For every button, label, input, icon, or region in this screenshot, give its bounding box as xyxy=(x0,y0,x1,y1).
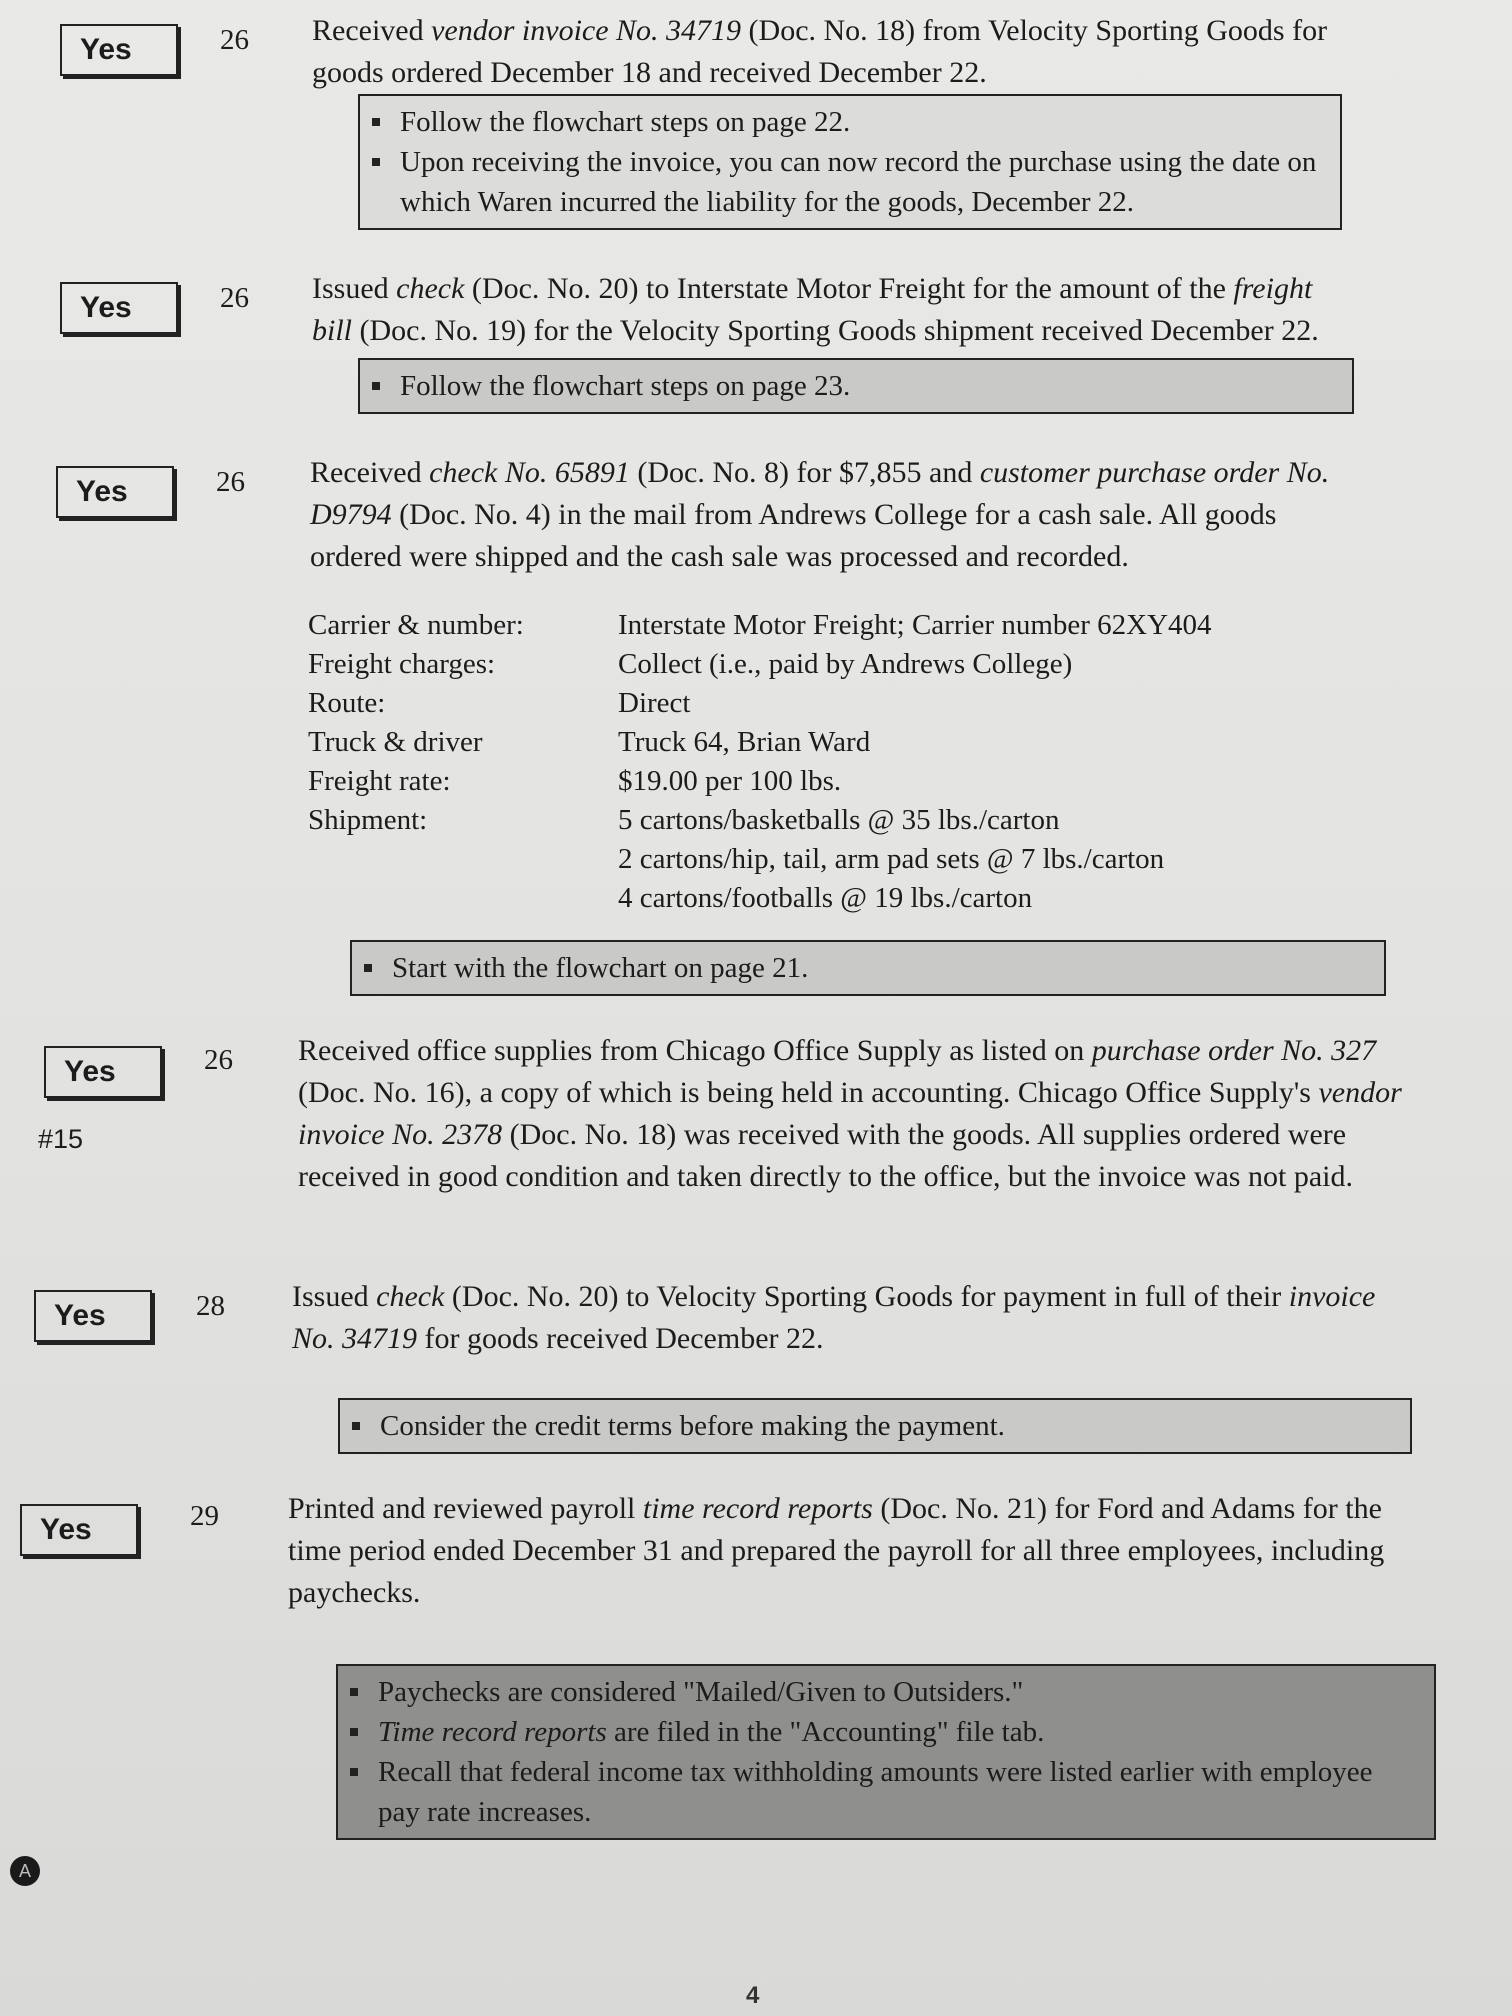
shipping-label: Freight rate: xyxy=(308,765,451,797)
shipping-value-line: Direct xyxy=(618,687,691,719)
shipping-value xyxy=(618,684,690,723)
shipping-value-line: 4 cartons/footballs @ 19 lbs./carton xyxy=(618,882,1033,914)
entry-text: Issued check (Doc. No. 20) to Velocity Sporting Goods for payment in full of their invoice No. 34719 for goods received December 22. xyxy=(292,1280,1376,1355)
shipping-row xyxy=(308,801,1308,918)
tip-text: Start with the flowchart on page 21. xyxy=(392,952,809,984)
day-number: 28 xyxy=(196,1290,225,1322)
tip-text: Follow the flowchart steps on page 22. xyxy=(400,106,851,138)
answer-box: Yes xyxy=(20,1504,138,1556)
shipping-value-line: $19.00 per 100 lbs. xyxy=(618,765,842,797)
tip-item xyxy=(372,142,1326,222)
shipping-label: Route: xyxy=(308,687,386,719)
tip-text: Time record reports are filed in the "Accounting" file tab. xyxy=(378,1716,1045,1748)
day-number: 26 xyxy=(220,24,249,56)
tip-item xyxy=(350,1672,1420,1712)
shipping-value xyxy=(618,645,1072,684)
shipping-row xyxy=(308,723,1308,762)
tip-item xyxy=(372,366,1338,406)
bullet-icon xyxy=(350,1688,358,1696)
shipping-value-line: 2 cartons/hip, tail, arm pad sets @ 7 lbs./carton xyxy=(618,843,1165,875)
tip-text: Paychecks are considered "Mailed/Given to Outsiders." xyxy=(378,1676,1024,1708)
shipping-value-line: Truck 64, Brian Ward xyxy=(618,726,871,758)
shipping-value xyxy=(618,606,1212,645)
shipping-value xyxy=(618,762,841,801)
page-number: 4 xyxy=(746,1982,760,2009)
bullet-icon xyxy=(372,158,380,166)
day-number: 26 xyxy=(204,1044,233,1076)
bullet-icon xyxy=(350,1768,358,1776)
bullet-icon xyxy=(372,118,380,126)
shipping-value xyxy=(618,801,1164,918)
bullet-icon xyxy=(350,1728,358,1736)
day-number: 29 xyxy=(190,1500,219,1532)
bullet-icon xyxy=(352,1422,360,1430)
answer-box: Yes xyxy=(34,1290,152,1342)
shipping-label: Carrier & number: xyxy=(308,609,524,641)
entry-text: Received vendor invoice No. 34719 (Doc. No. 18) from Velocity Sporting Goods for goods ordered December 18 and received December 22. xyxy=(312,14,1328,89)
answer-box: Yes xyxy=(44,1046,162,1098)
bullet-icon xyxy=(372,382,380,390)
answer-box: Yes xyxy=(60,282,178,334)
shipping-row xyxy=(308,645,1308,684)
entry-text: Received check No. 65891 (Doc. No. 8) for $7,855 and customer purchase order No. D9794 (Doc. No. 4) in the mail from Andrews College for a cash sale. All goods ordered were shipped and the cash sale was processed and recorded. xyxy=(310,456,1330,573)
tip-box xyxy=(358,94,1342,230)
shipping-label: Freight charges: xyxy=(308,648,496,680)
shipping-label: Shipment: xyxy=(308,804,428,836)
tip-item xyxy=(352,1406,1396,1446)
tip-item xyxy=(350,1712,1420,1752)
tip-text: Consider the credit terms before making the payment. xyxy=(380,1410,1005,1442)
entry-text: Issued check (Doc. No. 20) to Interstate Motor Freight for the amount of the freight bill (Doc. No. 19) for the Velocity Sporting Goods shipment received December 22. xyxy=(312,272,1319,347)
shipping-row xyxy=(308,606,1308,645)
shipping-value xyxy=(618,723,870,762)
shipping-value-line: Collect (i.e., paid by Andrews College) xyxy=(618,648,1073,680)
day-number: 26 xyxy=(216,466,245,498)
shipping-row xyxy=(308,684,1308,723)
tip-item xyxy=(364,948,1370,988)
tip-text: Recall that federal income tax withholding amounts were listed earlier with employee pay rate increases. xyxy=(378,1756,1373,1828)
answer-box: Yes xyxy=(60,24,178,76)
day-number: 26 xyxy=(220,282,249,314)
tip-item xyxy=(372,102,1326,142)
shipping-value-line: 5 cartons/basketballs @ 35 lbs./carton xyxy=(618,804,1060,836)
shipping-details xyxy=(308,606,1308,918)
tip-box xyxy=(350,940,1386,996)
shipping-row xyxy=(308,762,1308,801)
tip-box xyxy=(358,358,1354,414)
margin-note: #15 xyxy=(38,1124,84,1154)
entry-text: Received office supplies from Chicago Office Supply as listed on purchase order No. 327 (Doc. No. 16), a copy of which is being held in accounting. Chicago Office Supply's vendor invoice No. 2378 (Doc. No. 18) was received with the goods. All supplies ordered were received in good condition and taken directly to the office, but the invoice was not paid. xyxy=(298,1034,1402,1193)
answer-box: Yes xyxy=(56,466,174,518)
shipping-value-line: Interstate Motor Freight; Carrier number 62XY404 xyxy=(618,609,1212,641)
corner-mark-icon: A xyxy=(10,1856,40,1886)
tip-text: Upon receiving the invoice, you can now record the purchase using the date on which Waren incurred the liability for the goods, December 22. xyxy=(400,146,1317,218)
tip-box xyxy=(336,1664,1436,1840)
tip-item xyxy=(350,1752,1420,1832)
tip-text: Follow the flowchart steps on page 23. xyxy=(400,370,851,402)
bullet-icon xyxy=(364,964,372,972)
tip-box xyxy=(338,1398,1412,1454)
shipping-label: Truck & driver xyxy=(308,726,483,758)
entry-text: Printed and reviewed payroll time record reports (Doc. No. 21) for Ford and Adams for the time period ended December 31 and prepared the payroll for all three employees, including paychecks. xyxy=(288,1492,1385,1609)
